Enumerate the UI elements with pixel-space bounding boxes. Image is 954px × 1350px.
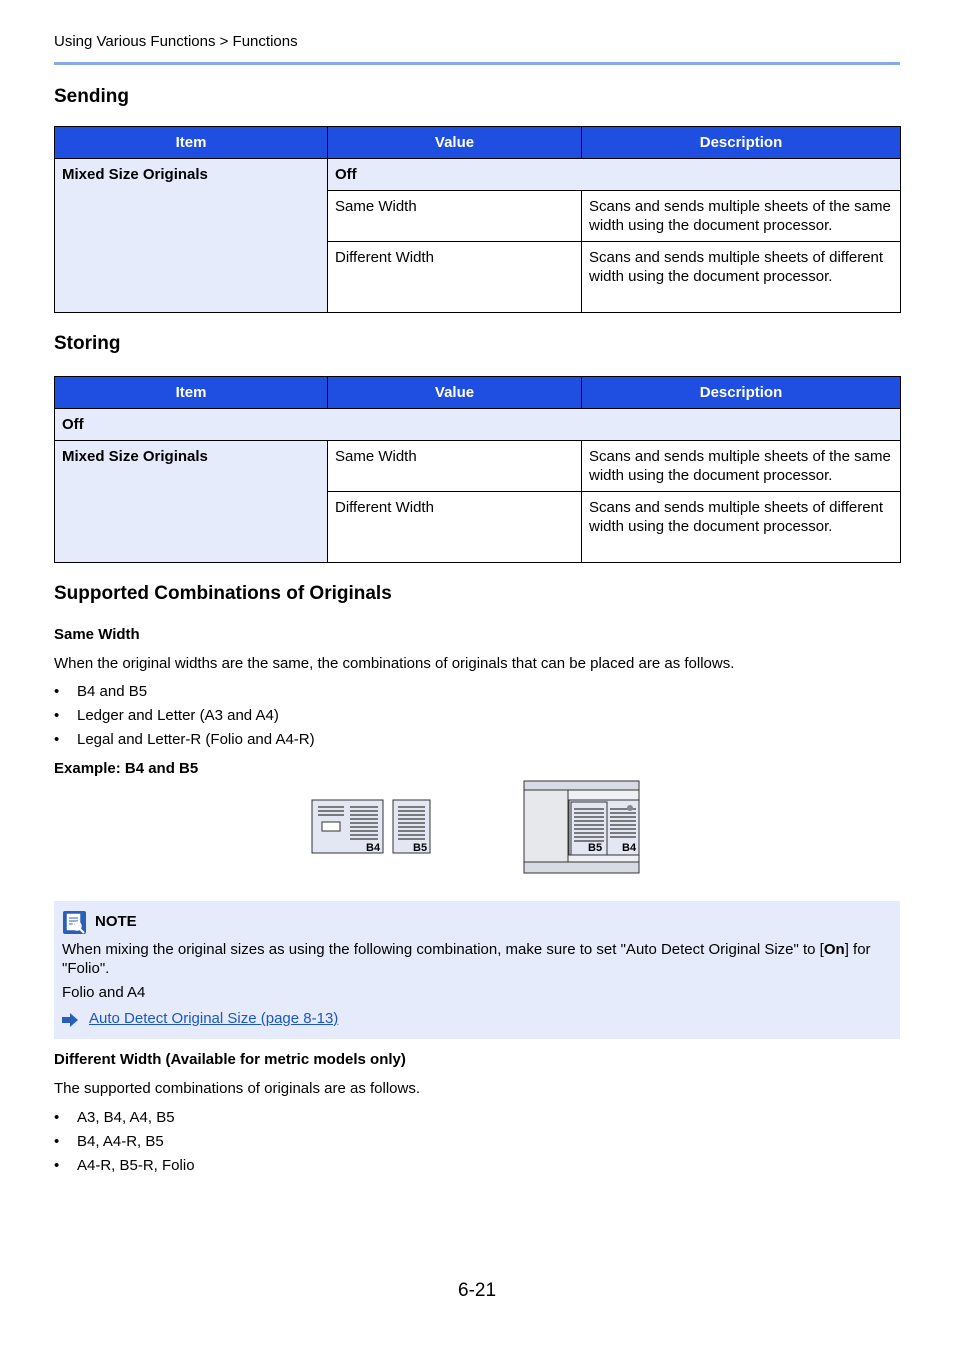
table-row (55, 159, 901, 191)
document-processor-illustration (522, 780, 642, 875)
sending-table (54, 126, 901, 313)
value-cell: Different Width (328, 492, 582, 563)
table-header-row (55, 127, 901, 159)
auto-detect-link[interactable]: Auto Detect Original Size (page 8-13) (89, 1010, 339, 1027)
column-header-description: Description (582, 377, 901, 409)
column-header-value: Value (328, 377, 582, 409)
table-row (55, 441, 901, 492)
note-text-before: When mixing the original sizes as using the following combination, make sure to set "Auto Detect Original Size" to [ (62, 941, 824, 958)
b4-label: B4 (366, 842, 381, 854)
column-header-description: Description (582, 127, 901, 159)
list-item: • B4 and B5 (54, 683, 315, 707)
originals-illustration (310, 798, 434, 856)
column-header-value: Value (328, 127, 582, 159)
item-cell: Mixed Size Originals (55, 441, 328, 563)
note-text-after: ] for "Folio". (62, 941, 871, 977)
off-cell: Off (328, 159, 901, 191)
table-row (55, 409, 901, 441)
value-cell: Different Width (328, 242, 582, 313)
example-heading: Example: B4 and B5 (54, 760, 199, 777)
off-cell: Off (55, 409, 901, 441)
breadcrumb: Using Various Functions > Functions (54, 33, 298, 50)
different-width-heading: Different Width (Available for metric models only) (54, 1051, 406, 1068)
same-width-list (54, 683, 315, 755)
note-line2: Folio and A4 (62, 984, 146, 1001)
description-cell: Scans and sends multiple sheets of the same width using the document processor. (582, 191, 901, 242)
value-cell: Same Width (328, 191, 582, 242)
same-width-heading: Same Width (54, 626, 140, 643)
b4-label: B4 (622, 842, 637, 854)
value-cell: Same Width (328, 441, 582, 492)
column-header-item: Item (55, 127, 328, 159)
storing-heading: Storing (54, 333, 121, 354)
list-item: • Ledger and Letter (A3 and A4) (54, 707, 315, 731)
page-number: 6-21 (458, 1280, 497, 1301)
description-cell: Scans and sends multiple sheets of the same width using the document processor. (582, 441, 901, 492)
list-item: • Legal and Letter-R (Folio and A4-R) (54, 731, 315, 755)
b5-label: B5 (588, 842, 603, 854)
description-cell: Scans and sends multiple sheets of different width using the document processor. (582, 492, 901, 563)
note-title: NOTE (95, 913, 137, 930)
storing-table (54, 376, 901, 563)
header-rule (54, 62, 900, 65)
list-item: • A4-R, B5-R, Folio (54, 1157, 195, 1181)
different-width-list (54, 1109, 195, 1181)
b5-label: B5 (413, 842, 428, 854)
item-cell: Mixed Size Originals (55, 159, 328, 313)
same-width-intro: When the original widths are the same, the combinations of originals that can be placed are as follows. (54, 655, 735, 672)
sending-heading: Sending (54, 86, 129, 107)
different-width-intro: The supported combinations of originals are as follows. (54, 1080, 421, 1097)
column-header-item: Item (55, 377, 328, 409)
description-cell: Scans and sends multiple sheets of different width using the document processor. (582, 242, 901, 313)
combinations-heading: Supported Combinations of Originals (54, 583, 392, 604)
arrow-right-icon (62, 1013, 78, 1027)
note-icon (63, 911, 86, 934)
list-item: • B4, A4-R, B5 (54, 1133, 195, 1157)
table-header-row (55, 377, 901, 409)
note-text (62, 940, 892, 1002)
note-text-bold: On (823, 941, 845, 958)
list-item: • A3, B4, A4, B5 (54, 1109, 195, 1133)
